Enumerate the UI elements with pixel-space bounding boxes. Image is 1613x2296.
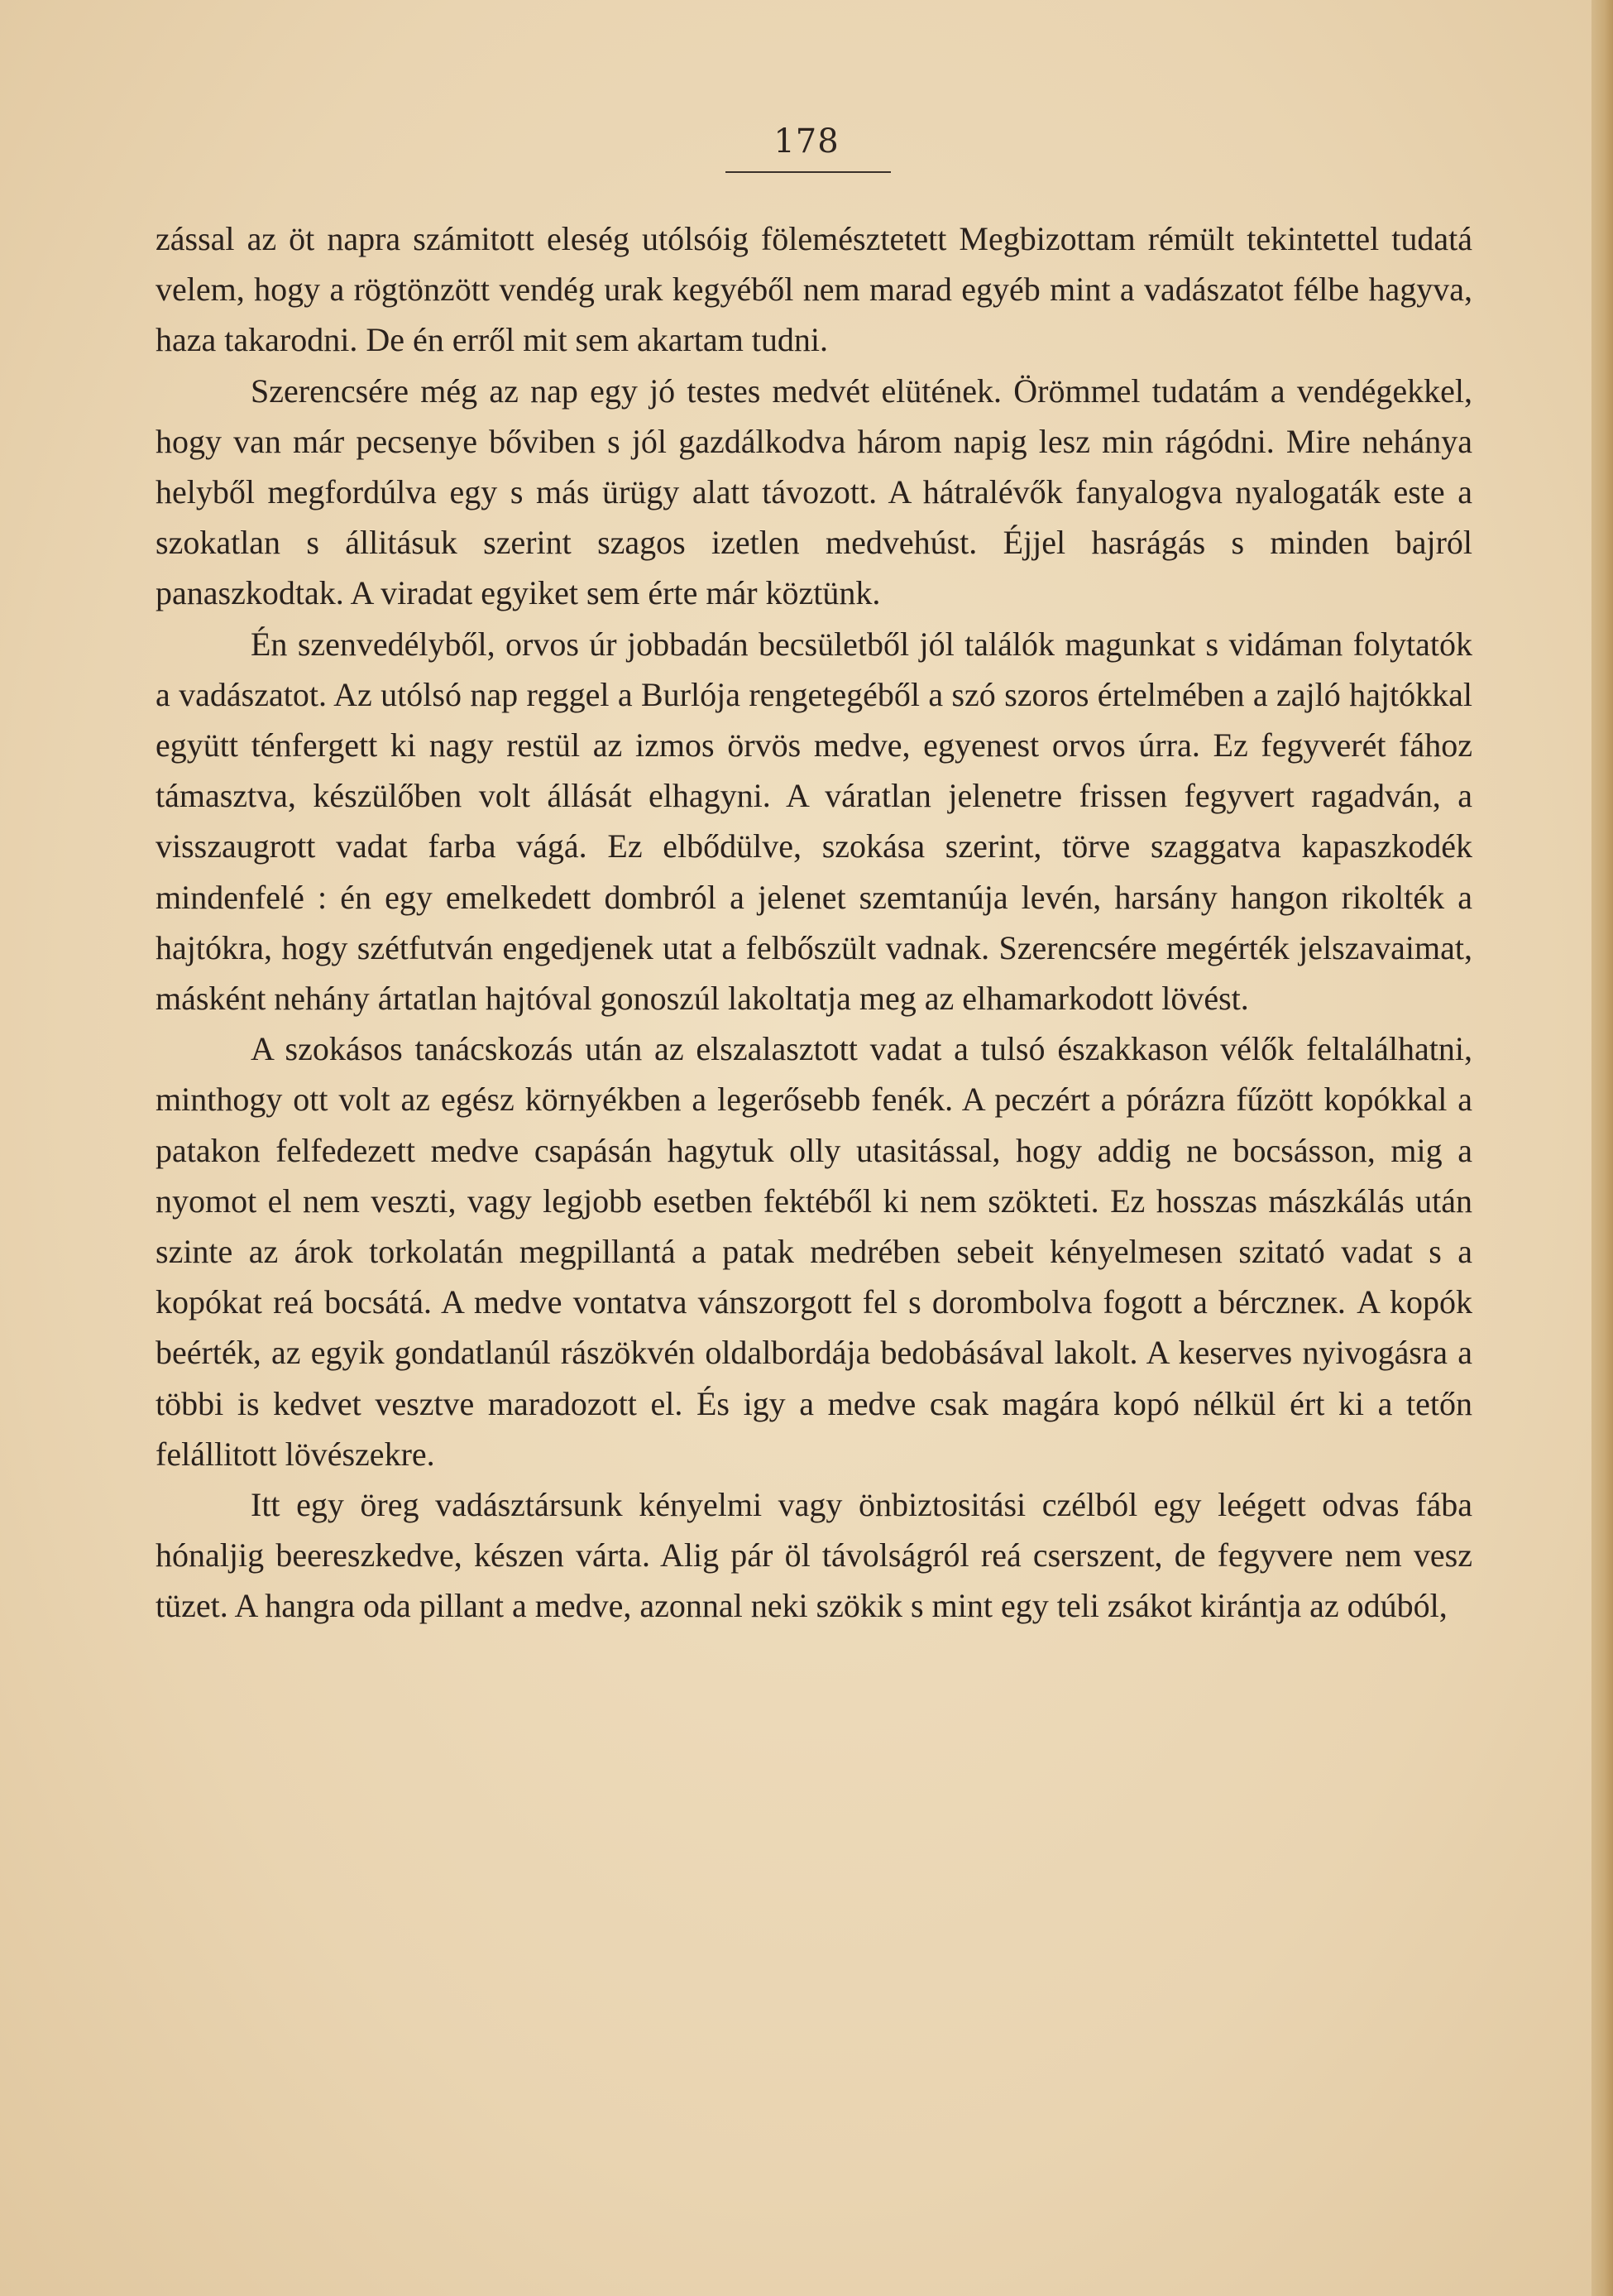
paragraph-4: A szokásos tanácskozás után az elszalasztott vadat a tulsó északkason vélők feltalálhatni, minthogy ott volt az egész környékben a legerősebb fenék. A peczért a pórázra fűzött kopókkal a patakon felfedezett medve csapásán hagytuk olly utasitással, hogy addig ne bocsásson, mig a nyomot el nem veszti, vagy legjobb esetben fektéből ki nem szökteti. Ez hosszas mászkálás után szinte az árok torkolatán megpillantá a patak medrében sebeit kényelmesen szitató vadat s a kopókat reá bocsátá. A medve vontatva vánszorgott fel s dorombolva fogott a bérczneк. A kopók beérték, az egyik gondatlanúl rászökvén oldalbordája bedobásával lakolt. A keserves nyivogásra a többi is kedvet vesztve maradozott el. És igy a medve csak magára kopó nélkül ért ki a tetőn felállitott lövészekre. xyxy=(156,1030,1472,1473)
body-text xyxy=(156,213,1472,1632)
paragraph-1: zással az öt napra számitott eleség utólsóig fölemésztetett Megbizottam rémült tekintettel tudatá velem, hogy a rögtönzött vendég urak kegyéből nem marad egyéb mint a vadászatot félbe hagyva, haza takarodni. De én erről mit sem akartam tudni. xyxy=(156,220,1472,359)
page-number-rule xyxy=(725,171,891,173)
paragraph-3: Én szenvedélyből, orvos úr jobbadán becsületből jól találók magunkat s vidáman folytatók a vadászatot. Az utólsó nap reggel a Burlója rengetegéből a szó szoros értelmében a zajló hajtókkal együtt ténfergett ki nagy restül az izmos örvös medve, egyenest orvos úrra. Ez fegyverét fához támasztva, készülőben volt állását elhagyni. A váratlan jelenetre frissen fegyvert ragadván, a visszaugrott vadat farba vágá. Ez elbődülve, szokása szerint, törve szaggatva kapaszkodék mindenfelé : én egy emelkedett dombról a jelenet szemtanúja levén, harsány hangon rikolték a hajtókra, hogy szétfutván engedjenek utat a felbőszült vadnak. Szerencsére megérték jelszavaimat, másként nehány ártatlan hajtóval gonoszúl lakoltatja meg az elhamarkodott lövést. xyxy=(156,625,1472,1018)
paragraph-5: Itt egy öreg vadásztársunk kényelmi vagy önbiztositási czélból egy leégett odvas fába hónaljig beereszkedve, készen várta. Alig pár öl távolságról reá cserszent, de fegyvere nem vesz tüzet. A hangra oda pillant a medve, azonnal neki szökik s mint egy teli zsákot kirántja az odúból, xyxy=(156,1486,1472,1625)
page-number: 178 xyxy=(773,122,840,161)
page-edge-shadow xyxy=(1591,0,1613,2296)
paragraph-2: Szerencsére még az nap egy jó testes medvét elütének. Örömmel tudatám a vendégekkel, hogy van már pecsenye bőviben s jól gazdálkodva három napig lesz min rágódni. Mire nehánya helyből megfordúlva egy s más ürügy alatt távozott. A hátralévők fanyalogva nyalogaták este a szokatlan s állitásuk szerint szagos izetlen medvehúst. Éjjel hasrágás s minden bajról panaszkodtak. A viradat egyiket sem érte már köztünk. xyxy=(156,371,1472,612)
